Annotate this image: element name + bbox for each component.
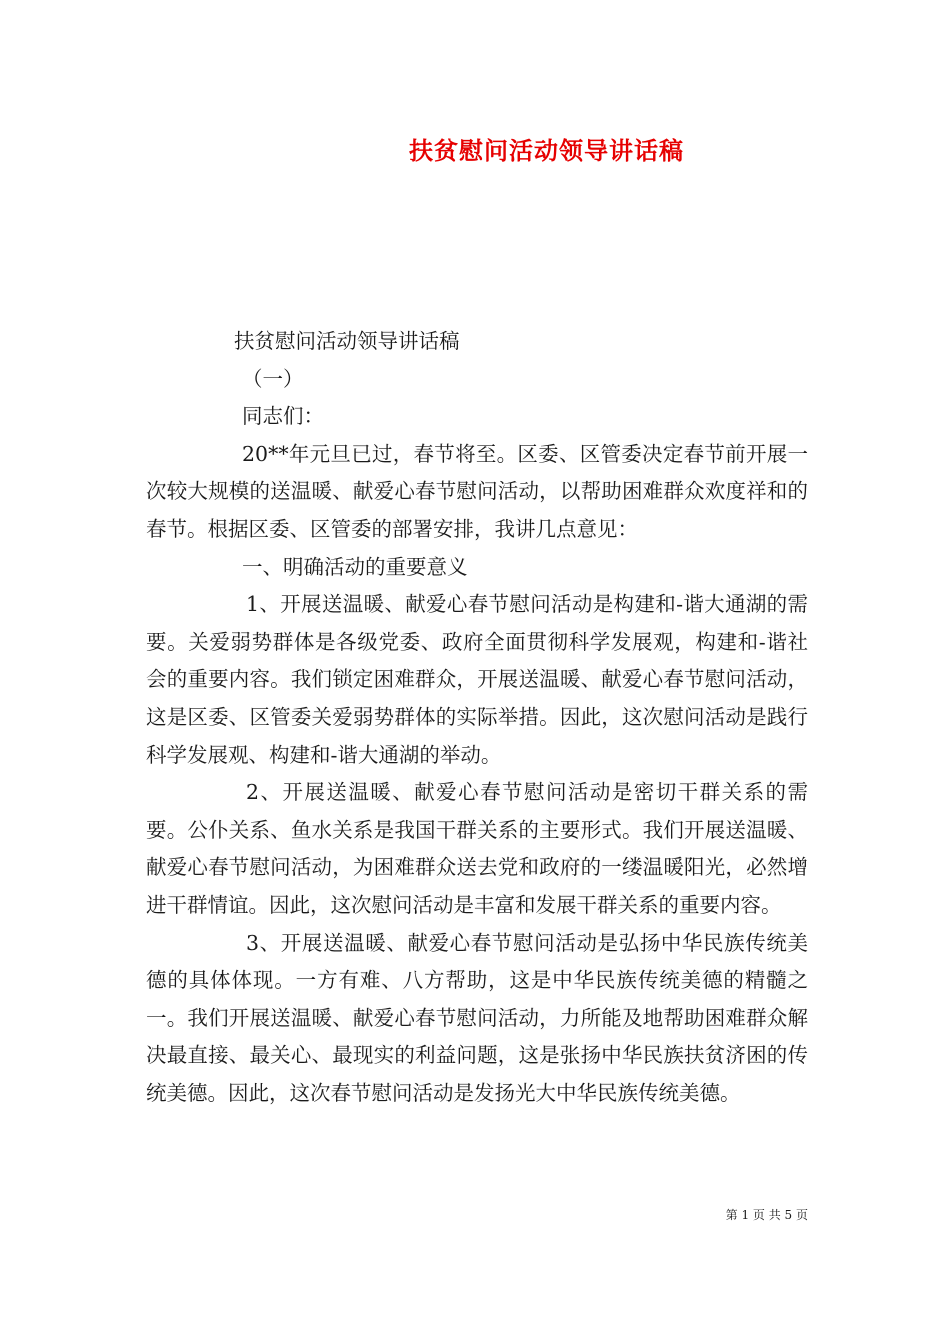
- part-label: （一）: [242, 366, 304, 391]
- section-heading: 一、明确活动的重要意义: [242, 554, 468, 579]
- point-three-paragraph: 3、开展送温暖、献爱心春节慰问活动是弘扬中华民族传统美德的具体体现。一方有难、八方帮助，这是中华民族传统美德的精髓之一。我们开展送温暖、献爱心春节慰问活动，力所能及地帮助困难群众解决最直接、最关心、最现实的利益问题，这是张扬中华民族扶贫济困的传统美德。因此，这次春节慰问活动是发扬光大中华民族传统美德。: [146, 930, 808, 1105]
- page-title: 扶贫慰问活动领导讲话稿: [409, 136, 684, 165]
- page-number: 第 1 页 共 5 页: [725, 1208, 808, 1222]
- intro-paragraph: 20**年元旦已过，春节将至。区委、区管委决定春节前开展一次较大规模的送温暖、献爱心春节慰问活动，以帮助困难群众欢度祥和的春节。根据区委、区管委的部署安排，我讲几点意见：: [146, 441, 808, 541]
- point-one-paragraph: 1、开展送温暖、献爱心春节慰问活动是构建和-谐大通湖的需要。关爱弱势群体是各级党委、政府全面贯彻科学发展观，构建和-谐社会的重要内容。我们锁定困难群众，开展送温暖、献爱心春节慰问活动，这是区委、区管委关爱弱势群体的实际举措。因此，这次慰问活动是践行科学发展观、构建和-谐大通湖的举动。: [146, 592, 808, 767]
- document-subtitle: 扶贫慰问活动领导讲话稿: [234, 329, 460, 353]
- point-two-paragraph: 2、开展送温暖、献爱心春节慰问活动是密切干群关系的需要。公仆关系、鱼水关系是我国干群关系的主要形式。我们开展送温暖、献爱心春节慰问活动，为困难群众送去党和政府的一缕温暖阳光，必然增进干群情谊。因此，这次慰问活动是丰富和发展干群关系的重要内容。: [146, 780, 808, 917]
- salutation: 同志们：: [242, 404, 324, 429]
- document-body: [146, 323, 808, 1112]
